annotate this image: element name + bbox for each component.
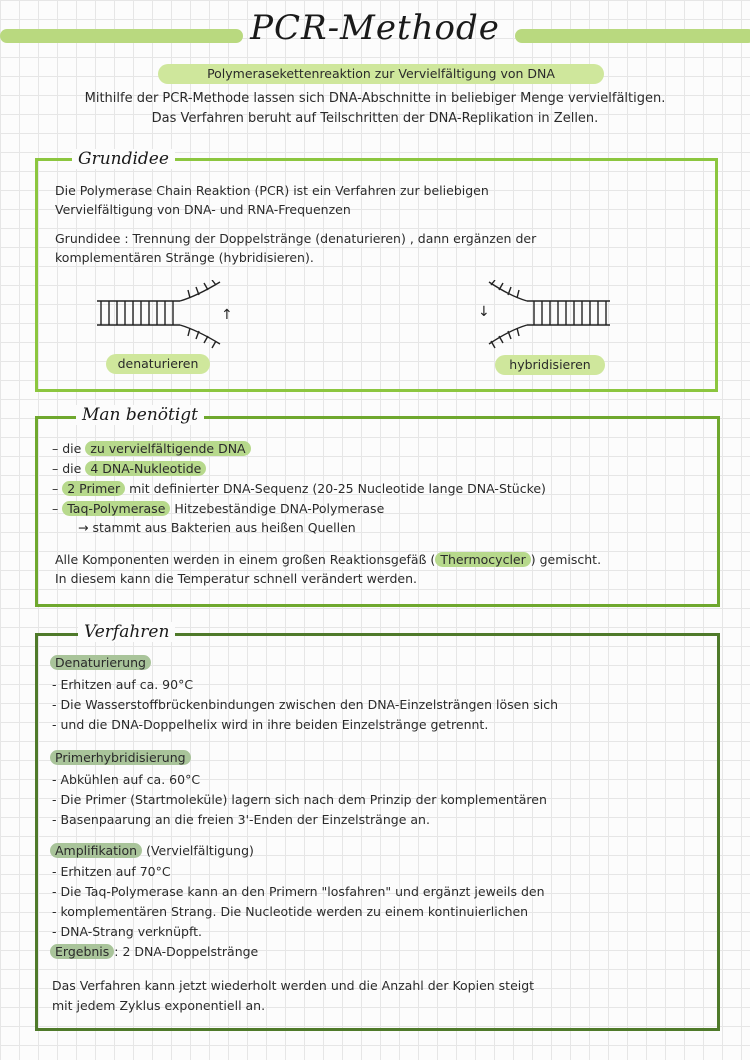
list-dash: – [52, 461, 59, 476]
arrow-up-icon: ↑ [221, 307, 233, 323]
step-line: - Abkühlen auf ca. 60°C [52, 772, 201, 787]
verfahren-title: Verfahren [78, 622, 175, 642]
final-text-1: Das Verfahren kann jetzt wiederholt werden und die Anzahl der Kopien steigt [52, 978, 535, 993]
highlight-taq: Taq-Polymerase [62, 501, 170, 516]
dna-hybridization-diagram [475, 280, 615, 350]
section-heading: Denaturierung [50, 653, 151, 672]
highlight-thermocycler: Thermocycler [435, 552, 530, 567]
page-title: PCR-Methode [250, 8, 500, 48]
list-item: – Taq-Polymerase Hitzebeständige DNA-Polymerase [52, 501, 385, 516]
benoetigt-title: Man benötigt [76, 405, 204, 425]
grundidee-title: Grundidee [72, 149, 175, 169]
benoetigt-summary-2: In diesem kann die Temperatur schnell verändert werden. [55, 571, 417, 586]
final-text-2: mit jedem Zyklus exponentiell an. [52, 998, 266, 1013]
step-line: - und die DNA-Doppelhelix wird in ihre beiden Einzelstränge getrennt. [52, 717, 489, 732]
highlight-dna: zu vervielfältigende DNA [85, 441, 250, 456]
section-heading: Amplifikation (Vervielfältigung) [50, 841, 254, 860]
step-line: - DNA-Strang verknüpft. [52, 924, 203, 939]
page-subtitle: Polymerasekettenreaktion zur Vervielfältigung von DNA [207, 66, 555, 81]
step-line: - Basenpaarung an die freien 3'-Enden der Einzelstränge an. [52, 812, 430, 827]
label-denaturieren: denaturieren [106, 354, 210, 374]
step-line: - Die Taq-Polymerase kann an den Primern "losfahren" und ergänzt jeweils den [52, 884, 545, 899]
list-item: – die 4 DNA-Nukleotide [52, 459, 206, 478]
list-item: – 2 Primer mit definierter DNA-Sequenz (20-25 Nucleotide lange DNA-Stücke) [52, 481, 546, 496]
dna-denaturation-diagram [92, 280, 242, 350]
step-line: - Die Wasserstoffbrückenbindungen zwischen den DNA-Einzelsträngen lösen sich [52, 697, 559, 712]
step-line: - Die Primer (Startmoleküle) lagern sich nach dem Prinzip der komplementären [52, 792, 547, 807]
step-line: - Erhitzen auf ca. 90°C [52, 677, 194, 692]
list-dash: – [52, 441, 59, 456]
label-hybridisieren: hybridisieren [495, 355, 605, 375]
list-subitem: → stammt aus Bakterien aus heißen Quellen [78, 520, 356, 535]
step-line: - Erhitzen auf 70°C [52, 864, 171, 879]
list-dash: – [52, 481, 59, 496]
list-item: – die zu vervielfältigende DNA [52, 439, 251, 458]
benoetigt-summary-1: Alle Komponenten werden in einem großen Reaktionsgefäß ( Thermocycler ) gemischt. [55, 552, 602, 567]
grundidee-text-4: komplementären Stränge (hybridisieren). [55, 250, 314, 265]
section-heading: Primerhybridisierung [50, 748, 191, 767]
intro-line-2: Das Verfahren beruht auf Teilschritten der DNA-Replikation in Zellen. [151, 111, 599, 126]
list-dash: – [52, 501, 59, 516]
intro-line-1: Mithilfe der PCR-Methode lassen sich DNA-Abschnitte in beliebiger Menge vervielfältigen. [84, 91, 666, 106]
grundidee-text-1: Die Polymerase Chain Reaktion (PCR) ist ein Verfahren zur beliebigen [55, 183, 489, 198]
highlight-nukleotide: 4 DNA-Nukleotide [85, 461, 206, 476]
highlight-primer: 2 Primer [62, 481, 125, 496]
arrow-down-icon: ↓ [478, 304, 490, 320]
grundidee-text-3: Grundidee : Trennung der Doppelstränge (denaturieren) , dann ergänzen der [55, 231, 537, 246]
result-line: Ergebnis : 2 DNA-Doppelstränge [50, 942, 258, 961]
grundidee-text-2: Vervielfältigung von DNA- und RNA-Frequenzen [55, 202, 351, 217]
step-line: - komplementären Strang. Die Nucleotide werden zu einem kontinuierlichen [52, 904, 529, 919]
